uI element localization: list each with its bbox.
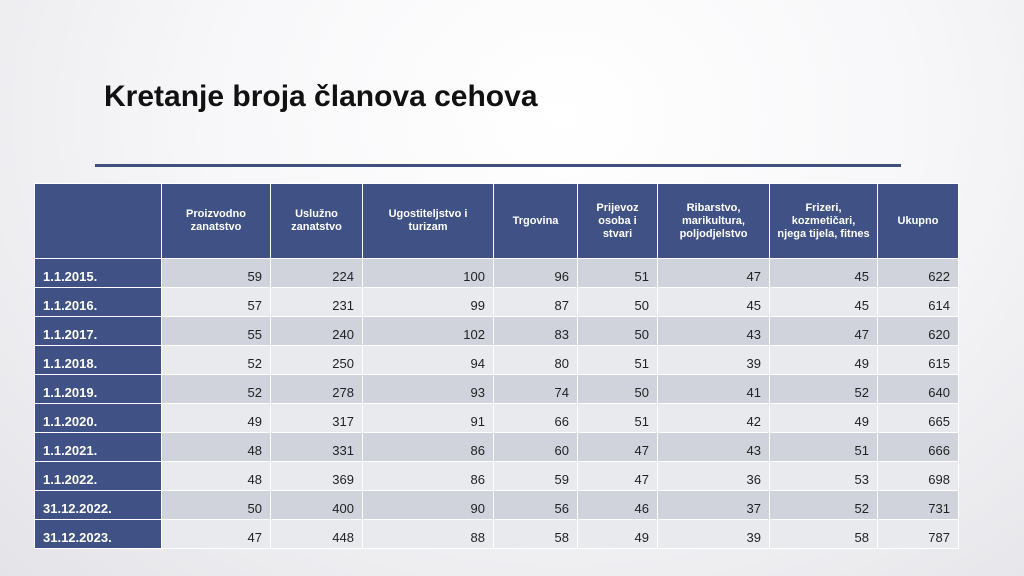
value-cell: 48: [162, 433, 271, 462]
value-cell: 74: [494, 375, 578, 404]
column-header: Uslužno zanatstvo: [271, 184, 363, 259]
value-cell: 45: [658, 288, 770, 317]
row-date-label: 1.1.2020.: [35, 404, 162, 433]
value-cell: 58: [770, 520, 878, 549]
value-cell: 49: [578, 520, 658, 549]
value-cell: 55: [162, 317, 271, 346]
row-date-label: 1.1.2018.: [35, 346, 162, 375]
value-cell: 59: [494, 462, 578, 491]
row-date-label: 1.1.2022.: [35, 462, 162, 491]
row-date-label: 1.1.2017.: [35, 317, 162, 346]
column-header: Frizeri, kozmetičari, njega tijela, fitnes: [770, 184, 878, 259]
row-date-label: 1.1.2021.: [35, 433, 162, 462]
value-cell: 100: [363, 259, 494, 288]
value-cell: 50: [578, 317, 658, 346]
value-cell: 400: [271, 491, 363, 520]
row-date-label: 31.12.2022.: [35, 491, 162, 520]
value-cell: 448: [271, 520, 363, 549]
value-cell: 331: [271, 433, 363, 462]
table-row: [35, 404, 959, 433]
title-divider: [95, 164, 901, 167]
value-cell: 45: [770, 288, 878, 317]
total-cell: 787: [878, 520, 959, 549]
value-cell: 43: [658, 433, 770, 462]
value-cell: 231: [271, 288, 363, 317]
value-cell: 42: [658, 404, 770, 433]
table-row: [35, 317, 959, 346]
table-row: [35, 433, 959, 462]
value-cell: 50: [578, 288, 658, 317]
value-cell: 90: [363, 491, 494, 520]
total-cell: 666: [878, 433, 959, 462]
value-cell: 94: [363, 346, 494, 375]
value-cell: 66: [494, 404, 578, 433]
value-cell: 224: [271, 259, 363, 288]
value-cell: 278: [271, 375, 363, 404]
value-cell: 87: [494, 288, 578, 317]
value-cell: 91: [363, 404, 494, 433]
total-cell: 698: [878, 462, 959, 491]
total-cell: 640: [878, 375, 959, 404]
value-cell: 93: [363, 375, 494, 404]
column-header: Ukupno: [878, 184, 959, 259]
value-cell: 46: [578, 491, 658, 520]
column-header: Ugostiteljstvo i turizam: [363, 184, 494, 259]
value-cell: 88: [363, 520, 494, 549]
column-header: Ribarstvo, marikultura, poljodjelstvo: [658, 184, 770, 259]
total-cell: 622: [878, 259, 959, 288]
table-header-row: [35, 184, 959, 259]
value-cell: 59: [162, 259, 271, 288]
value-cell: 96: [494, 259, 578, 288]
value-cell: 47: [658, 259, 770, 288]
table-row: [35, 346, 959, 375]
total-cell: 615: [878, 346, 959, 375]
value-cell: 49: [770, 404, 878, 433]
row-date-label: 1.1.2015.: [35, 259, 162, 288]
value-cell: 250: [271, 346, 363, 375]
value-cell: 86: [363, 433, 494, 462]
table-row: [35, 520, 959, 549]
value-cell: 317: [271, 404, 363, 433]
value-cell: 37: [658, 491, 770, 520]
value-cell: 52: [770, 491, 878, 520]
value-cell: 43: [658, 317, 770, 346]
value-cell: 52: [770, 375, 878, 404]
value-cell: 51: [578, 259, 658, 288]
table-row: [35, 491, 959, 520]
slide-title: Kretanje broja članova cehova: [104, 80, 538, 113]
value-cell: 47: [162, 520, 271, 549]
column-header: Proizvodno zanatstvo: [162, 184, 271, 259]
corner-header-cell: [35, 184, 162, 259]
value-cell: 83: [494, 317, 578, 346]
table-row: [35, 375, 959, 404]
row-date-label: 31.12.2023.: [35, 520, 162, 549]
value-cell: 50: [162, 491, 271, 520]
value-cell: 51: [578, 346, 658, 375]
value-cell: 99: [363, 288, 494, 317]
value-cell: 47: [578, 433, 658, 462]
total-cell: 731: [878, 491, 959, 520]
value-cell: 86: [363, 462, 494, 491]
table-row: [35, 462, 959, 491]
value-cell: 369: [271, 462, 363, 491]
value-cell: 51: [770, 433, 878, 462]
table-body: [35, 259, 959, 549]
value-cell: 39: [658, 346, 770, 375]
value-cell: 240: [271, 317, 363, 346]
value-cell: 52: [162, 375, 271, 404]
value-cell: 102: [363, 317, 494, 346]
table-row: [35, 288, 959, 317]
row-date-label: 1.1.2019.: [35, 375, 162, 404]
value-cell: 48: [162, 462, 271, 491]
value-cell: 60: [494, 433, 578, 462]
members-table: [34, 183, 959, 549]
row-date-label: 1.1.2016.: [35, 288, 162, 317]
total-cell: 614: [878, 288, 959, 317]
column-header: Trgovina: [494, 184, 578, 259]
value-cell: 47: [770, 317, 878, 346]
value-cell: 57: [162, 288, 271, 317]
value-cell: 45: [770, 259, 878, 288]
value-cell: 41: [658, 375, 770, 404]
value-cell: 47: [578, 462, 658, 491]
value-cell: 49: [162, 404, 271, 433]
value-cell: 51: [578, 404, 658, 433]
value-cell: 56: [494, 491, 578, 520]
total-cell: 620: [878, 317, 959, 346]
value-cell: 58: [494, 520, 578, 549]
value-cell: 50: [578, 375, 658, 404]
value-cell: 53: [770, 462, 878, 491]
value-cell: 80: [494, 346, 578, 375]
column-header: Prijevoz osoba i stvari: [578, 184, 658, 259]
value-cell: 52: [162, 346, 271, 375]
value-cell: 49: [770, 346, 878, 375]
value-cell: 36: [658, 462, 770, 491]
value-cell: 39: [658, 520, 770, 549]
table-row: [35, 259, 959, 288]
total-cell: 665: [878, 404, 959, 433]
